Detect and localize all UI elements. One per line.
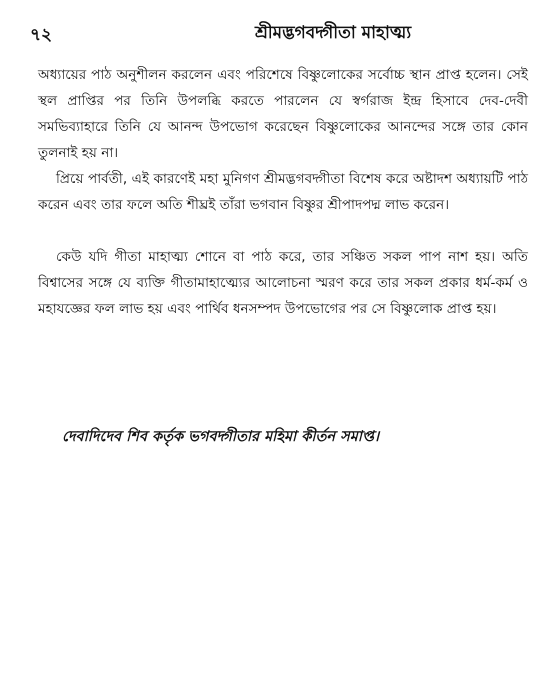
running-title: শ্রীমদ্ভগবদ্গীতা মাহাত্ম্য	[255, 23, 412, 43]
page-number: ৭২	[30, 25, 53, 45]
paragraph: প্রিয়ে পার্বতী, এই কারণেই মহা মুনিগণ শ্রীমদ্ভগবদ্গীতা বিশেষ করে অষ্টাদশ অধ্যায়টি পাঠ করেন এবং তার ফলে অতি শীঘ্রই তাঁরা ভগবান বিষ্ণুর শ্রীপাদপদ্ম লাভ করেন।	[38, 171, 528, 213]
body-text	[38, 62, 528, 322]
paragraph: অধ্যায়ের পাঠ অনুশীলন করলেন এবং পরিশেষে বিষ্ণুলোকের সর্বোচ্চ স্থান প্রাপ্ত হলেন। সেই স্থল প্রাপ্তির পর তিনি উপলব্ধি করতে পারলেন যে স্বর্গরাজ ইন্দ্র হিসাবে দেব-দেবী সমভিব্যাহারে তিনি যে আনন্দ উপভোগ করেছেন বিষ্ণুলোকের আনন্দের সঙ্গে তার কোন তুলনাই হয় না।	[38, 67, 528, 161]
page-header	[30, 22, 530, 48]
closing-statement: দেবাদিদেব শিব কর্তৃক ভগবদ্গীতার মহিমা কীর্তন সমাপ্ত।	[62, 429, 380, 445]
paragraph: কেউ যদি গীতা মাহাত্ম্য শোনে বা পাঠ করে, তার সঞ্চিত সকল পাপ নাশ হয়। অতি বিশ্বাসের সঙ্গে যে ব্যক্তি গীতামাহাত্ম্যের আলোচনা স্মরণ করে তার সকল প্রকার ধর্ম-কর্ম ও মহাযজ্ঞের ফল লাভ হয় এবং পার্থিব ধনসম্পদ উপভোগের পর সে বিষ্ণুলোক প্রাপ্ত হয়।	[38, 249, 528, 317]
